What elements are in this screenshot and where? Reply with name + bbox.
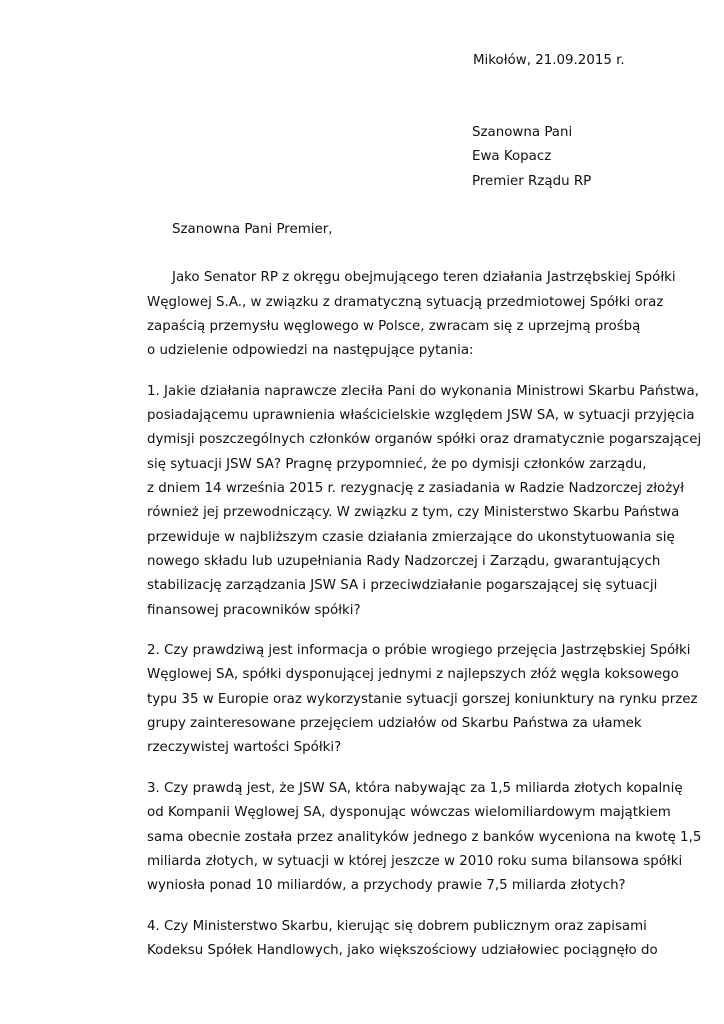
- recipient-line-3: Premier Rządu RP: [472, 174, 592, 189]
- q1-line: dymisji poszczególnych członków organów spółki oraz dramatycznie pogarszającej: [147, 432, 702, 447]
- q3-line: od Kompanii Węglowej SA, dysponując wówczas wielomiliardowym majątkiem: [147, 805, 671, 820]
- intro-line: Węglowej S.A., w związku z dramatyczną sytuacją przedmiotowej Spółki oraz: [147, 295, 664, 310]
- q4-line: 4. Czy Ministerstwo Skarbu, kierując się dobrem publicznym oraz zapisami: [147, 919, 647, 934]
- q3-line: 3. Czy prawdą jest, że JSW SA, która nabywając za 1,5 miliarda złotych kopalnię: [147, 781, 683, 796]
- q1-line: finansowej pracowników spółki?: [147, 603, 361, 618]
- q2-line: typu 35 w Europie oraz wykorzystanie sytuacji gorszej koniunktury na rynku przez: [147, 692, 698, 707]
- salutation: Szanowna Pani Premier,: [172, 222, 333, 237]
- q4-line: Kodeksu Spółek Handlowych, jako większościowy udziałowiec pociągnęło do: [147, 943, 658, 958]
- q1-line: stabilizację zarządzania JSW SA i przeciwdziałanie pogarszającej się sytuacji: [147, 578, 658, 593]
- q3-line: wyniosła ponad 10 miliardów, a przychody prawie 7,5 miliarda złotych?: [147, 878, 626, 893]
- q3-line: sama obecnie została przez analityków jednego z banków wyceniona na kwotę 1,5: [147, 830, 702, 845]
- q1-line: również jej przewodniczący. W związku z tym, czy Ministerstwo Skarbu Państwa: [147, 505, 680, 520]
- q1-line: z dniem 14 września 2015 r. rezygnację z zasiadania w Radzie Nadzorczej złożył: [147, 481, 685, 496]
- q2-line: rzeczywistej wartości Spółki?: [147, 740, 342, 755]
- recipient-line-1: Szanowna Pani: [472, 125, 573, 140]
- q2-line: grupy zainteresowane przejęciem udziałów od Skarbu Państwa za ułamek: [147, 716, 642, 731]
- q1-line: 1. Jakie działania naprawcze zleciła Pani do wykonania Ministrowi Skarbu Państwa,: [147, 384, 699, 399]
- q1-line: przewiduje w najbliższym czasie działania zmierzające do ukonstytuowania się: [147, 530, 675, 545]
- q1-line: nowego składu lub uzupełniania Rady Nadzorczej i Zarządu, gwarantujących: [147, 554, 661, 569]
- q1-line: się sytuacji JSW SA? Pragnę przypomnieć, że po dymisji członków zarządu,: [147, 457, 647, 472]
- q3-line: miliarda złotych, w sytuacji w której jeszcze w 2010 roku suma bilansowa spółki: [147, 854, 683, 869]
- q2-line: Węglowej SA, spółki dysponującej jednymi z najlepszych złóż węgla koksowego: [147, 667, 679, 682]
- recipient-line-2: Ewa Kopacz: [472, 149, 552, 164]
- q1-line: posiadającemu uprawnienia właścicielskie względem JSW SA, w sytuacji przyjęcia: [147, 408, 695, 423]
- q2-line: 2. Czy prawdziwą jest informacja o próbie wrogiego przejęcia Jastrzębskiej Spółki: [147, 643, 691, 658]
- intro-line: o udzielenie odpowiedzi na następujące pytania:: [147, 343, 474, 358]
- intro-line: zapaścią przemysłu węglowego w Polsce, zwracam się z uprzejmą prośbą: [147, 319, 641, 334]
- place-date: Mikołów, 21.09.2015 r.: [473, 53, 625, 68]
- intro-line: Jako Senator RP z okręgu obejmującego teren działania Jastrzębskiej Spółki: [172, 270, 676, 285]
